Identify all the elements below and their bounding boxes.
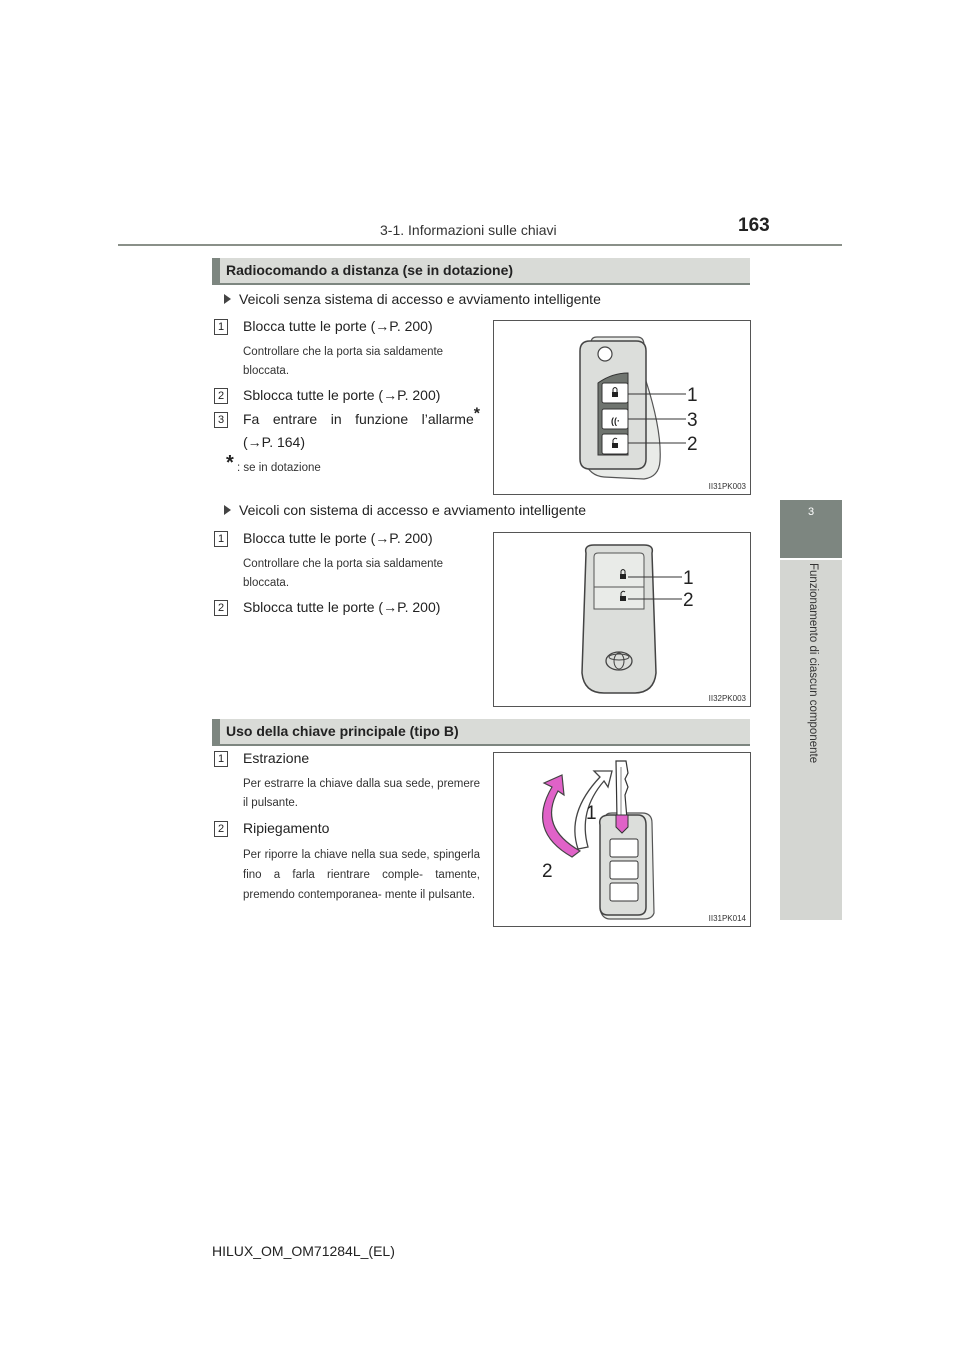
section-heading-remote: Radiocomando a distanza (se in dotazione) xyxy=(212,258,750,285)
callout-1: 1 xyxy=(586,803,597,824)
item-number: 2 xyxy=(214,821,228,837)
figure-smart-key-drawing xyxy=(494,533,750,706)
item-lock-all-doors: Blocca tutte le porte (→P. 200) xyxy=(243,530,433,546)
group-heading-with-smart: Veicoli con sistema di accesso e avviamento intelligente xyxy=(224,502,586,518)
callout-1: 1 xyxy=(687,385,698,406)
item-note: Per estrarre la chiave dalla sua sede, premere il pulsante. xyxy=(243,778,480,809)
svg-text:((·: ((· xyxy=(611,416,620,426)
chapter-title: Funzionamento di ciascun componente xyxy=(807,563,819,764)
item-number: 2 xyxy=(214,600,228,616)
callout-2: 2 xyxy=(683,590,694,611)
item-unlock-all-doors: Sblocca tutte le porte (→P. 200) xyxy=(243,387,441,403)
figure-code: II32PK003 xyxy=(708,694,746,703)
figure-flip-key-drawing xyxy=(494,321,750,494)
triangle-bullet-icon xyxy=(224,294,231,304)
group-heading-without-smart: Veicoli senza sistema di accesso e avviamento intelligente xyxy=(224,291,601,307)
item-note: Controllare che la porta sia saldamente bloccata. xyxy=(243,558,444,589)
item-folding: Ripiegamento xyxy=(243,820,330,836)
item-note: Per riporre la chiave nella sua sede, spingerla fino a farla rientrare comple- tamente, premendo contemporanea- mente il pulsante. xyxy=(243,849,480,901)
figure-smart-key xyxy=(493,532,751,707)
figure-flip-key xyxy=(493,320,751,495)
item-number: 1 xyxy=(214,751,228,767)
item-extraction: Estrazione xyxy=(243,750,310,766)
page-number: 163 xyxy=(738,215,770,236)
asterisk-icon: * xyxy=(473,405,480,423)
item-lock-all-doors: Blocca tutte le porte (→P. 200) xyxy=(243,318,433,334)
triangle-bullet-icon xyxy=(224,505,231,515)
callout-2: 2 xyxy=(687,434,698,455)
item-number: 1 xyxy=(214,531,228,547)
figure-key-blade-drawing xyxy=(494,753,750,926)
footer-doc-code: HILUX_OM_OM71284L_(EL) xyxy=(212,1243,395,1259)
figure-key-blade xyxy=(493,752,751,927)
header-section-title: 3-1. Informazioni sulle chiavi xyxy=(380,222,557,238)
footnote-text: : se in dotazione xyxy=(237,462,321,474)
header-rule xyxy=(118,244,842,246)
item-alarm-ref: (→P. 164) xyxy=(243,434,305,450)
callout-3: 3 xyxy=(687,410,698,431)
item-number: 3 xyxy=(214,412,228,428)
figure-code: II31PK014 xyxy=(708,914,746,923)
section-heading-master-key: Uso della chiave principale (tipo B) xyxy=(212,719,750,746)
item-number: 2 xyxy=(214,388,228,404)
item-alarm: Fa entrare in funzione l’allarme* xyxy=(243,405,480,427)
figure-code: II31PK003 xyxy=(708,482,746,491)
callout-2: 2 xyxy=(542,861,553,882)
chapter-number: 3 xyxy=(807,506,815,518)
callout-1: 1 xyxy=(683,568,694,589)
item-unlock-all-doors: Sblocca tutte le porte (→P. 200) xyxy=(243,599,441,615)
item-number: 1 xyxy=(214,319,228,335)
chapter-tab xyxy=(780,500,842,558)
footnote-asterisk-icon: * xyxy=(226,452,234,474)
item-note: Controllare che la porta sia saldamente bloccata. xyxy=(243,346,444,377)
